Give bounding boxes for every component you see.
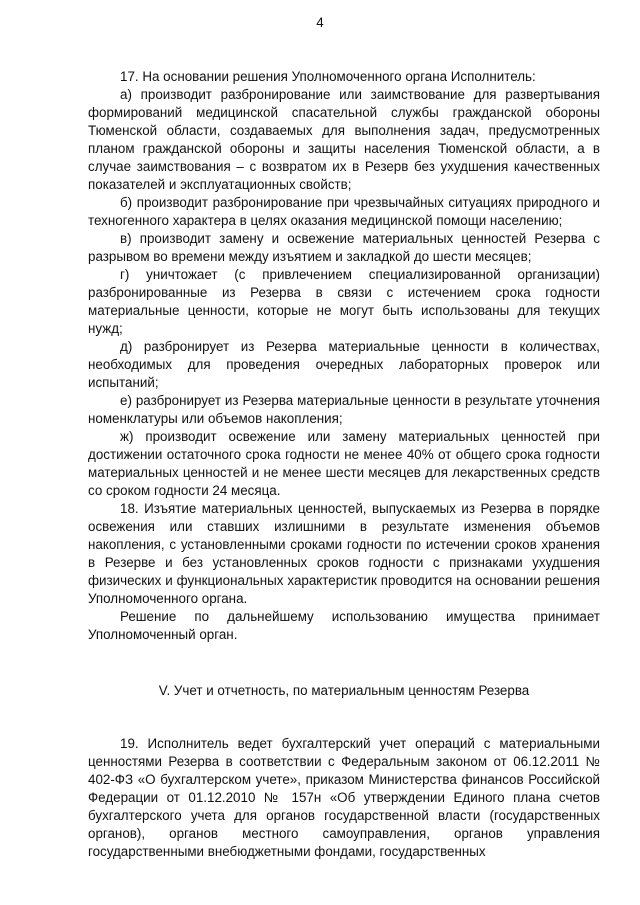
paragraph-18: 18. Изъятие материальных ценностей, выпускаемых из Резерва в порядке освежения или ставших излишними в результате изменения объемов накопления, с установленными сроками годности по истечении сроков хранения в Резерве и без установленных сроков годности с признаками ухудшения физических и функциональных характеристик проводится на основании решения Уполномоченного органа.: [88, 501, 600, 606]
paragraph-17zh: ж) производит освежение или замену материальных ценностей при достижении остаточного срока годности не менее 40% от общего срока годности материальных ценностей и не менее шести месяцев для лекарственных средств со сроком годности 24 месяца.: [88, 429, 600, 498]
paragraph-18-decision: Решение по дальнейшему использованию имущества принимает Уполномоченный орган.: [88, 609, 600, 642]
paragraph-17d: д) разбронирует из Резерва материальные ценности в количествах, необходимых для проведения очередных лабораторных проверок или испытаний;: [88, 339, 600, 390]
paragraph-17e: е) разбронирует из Резерва материальные ценности в результате уточнения номенклатуры или объемов накопления;: [88, 393, 600, 426]
paragraph-17-intro: 17. На основании решения Уполномоченного органа Исполнитель:: [120, 69, 536, 84]
document-body: [88, 68, 600, 861]
paragraph-17a: а) производит разбронирование или заимствование для развертывания формирований медицинской спасательной службы гражданской обороны Тюменской области, создаваемых для выполнения задач, предусмотренных планом гражданской обороны и защиты населения Тюменской области, а в случае заимствования – с возвратом их в Резерв без ухудшения качественных показателей и эксплуатационных свойств;: [88, 87, 600, 192]
paragraph-17g: г) уничтожает (с привлечением специализированной организации) разбронированные из Резерва в связи с истечением срока годности материальные ценности, которые не могут быть использованы для текущих нужд;: [88, 267, 600, 336]
paragraph-19: 19. Исполнитель ведет бухгалтерский учет операций с материальными ценностями Резерва в соответствии с Федеральным законом от 06.12.2011 № 402-ФЗ «О бухгалтерском учете», приказом Министерства финансов Российской Федерации от 01.12.2010 № 157н «Об утверждении Единого плана счетов бухгалтерского учета для органов государственной власти (государственных органов), органов местного самоуправления, органов управления государственными внебюджетными фондами, государственных: [88, 736, 600, 859]
paragraph-17v: в) производит замену и освежение материальных ценностей Резерва с разрывом во времени между изъятием и закладкой до шести месяцев;: [88, 231, 600, 264]
page-number: 4: [316, 15, 324, 30]
paragraph-17b: б) производит разбронирование при чрезвычайных ситуациях природного и техногенного характера в целях оказания медицинской помощи населению;: [88, 195, 600, 228]
section-heading: V. Учет и отчетность, по материальным ценностям Резерва: [158, 683, 530, 698]
